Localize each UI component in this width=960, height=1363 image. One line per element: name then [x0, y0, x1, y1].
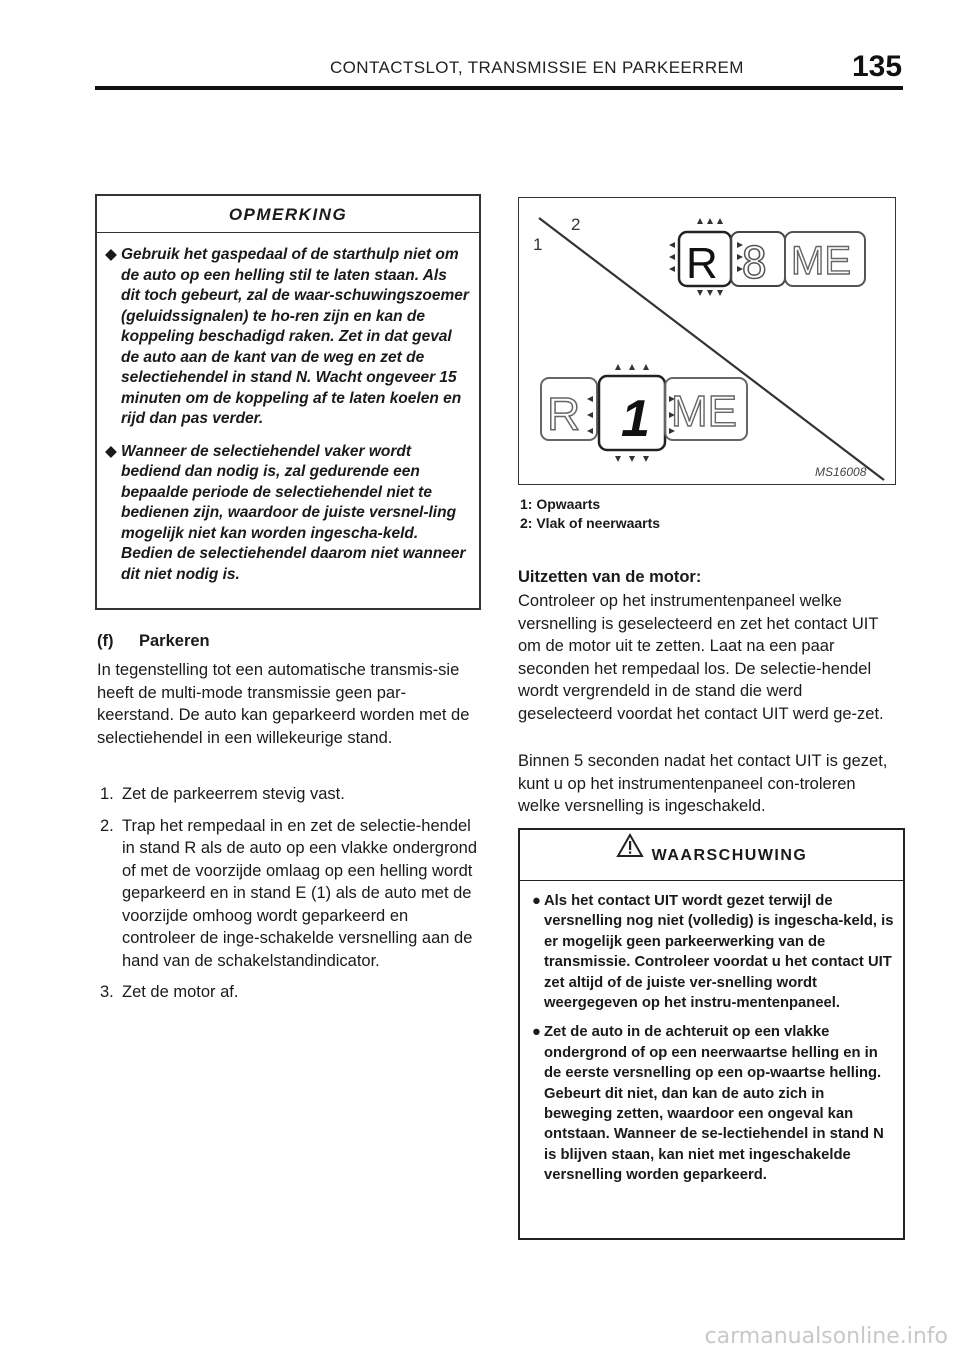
note-box: [95, 194, 481, 610]
step-number: 2.: [100, 816, 114, 835]
section-title: Parkeren: [139, 632, 210, 650]
subsection-heading: Uitzetten van de motor:: [518, 568, 702, 586]
legend-item: 2: Vlak of neerwaarts: [520, 515, 661, 531]
top-display-mode: ME: [791, 239, 851, 283]
legend-item: 1: Opwaarts: [520, 496, 601, 512]
watermark: carmanualsonline.info: [704, 1324, 948, 1349]
section-heading: [97, 632, 210, 651]
diamond-bullet-icon: ◆: [105, 246, 117, 263]
top-display: [669, 218, 865, 296]
list-item: [97, 815, 482, 973]
warning-item: [532, 1022, 895, 1185]
bottom-display: [541, 364, 747, 462]
page-number: 135: [852, 50, 903, 83]
step-text: Zet de parkeerrem stevig vast.: [122, 785, 345, 803]
figure-code: MS16008: [815, 465, 867, 479]
step-number: 1.: [100, 785, 114, 803]
warning-item: [532, 891, 895, 1013]
paragraph: Binnen 5 seconden nadat het contact UIT is gezet, kunt u op het instrumentenpaneel con-troleren welke versnelling is ingeschakeld.: [518, 752, 888, 815]
section-intro: In tegenstelling tot een automatische transmis-sie heeft de multi-mode transmissie geen par-keerstand. De auto kan geparkeerd worden met de selectiehendel in een willekeurige stand.: [97, 661, 470, 747]
bottom-display-digit: 1: [621, 390, 650, 448]
section-number: (f): [97, 632, 114, 650]
list-item: [97, 981, 482, 1004]
warning-item-text: Zet de auto in de achteruit op een vlakke ondergrond of op een neerwaartse helling en in de eerste versnelling op een op-waartse helling. Gebeurt dit niet, dan kan de auto zich in beweging zetten, waardoor een ongeval kan ontstaan. Wanneer de se-lectiehendel in stand N is blijven staan, kan niet met ingeschakelde versnelling worden geparkeerd.: [544, 1024, 884, 1184]
page-header-title: CONTACTSLOT, TRANSMISSIE EN PARKEERREM: [330, 58, 744, 77]
warning-item-text: Als het contact UIT wordt gezet terwijl de versnelling nog niet (volledig) is ingescha-keld, is er mogelijk geen parkeerwerking van de transmissie. Controleer voordat u het contact UIT zet altijd of de juiste ver-snelling wordt weergegeven op het instru-mentenpaneel.: [544, 893, 894, 1012]
note-item: [105, 442, 469, 586]
warning-title: WAARSCHUWING: [651, 847, 808, 864]
bullet-icon: ●: [532, 893, 541, 909]
warning-items: [520, 881, 903, 1186]
paragraph: Controleer op het instrumentenpaneel welke versnelling is geselecteerd en zet het contact UIT om de motor uit te zetten. Laat na een paar seconden het rempedaal los. De selectie-hendel wordt vergrendeld in de stand die werd geselecteerd voordat het contact UIT werd ge-zet.: [518, 592, 884, 723]
warning-header: [520, 830, 903, 881]
figure-label-1: 1: [533, 235, 543, 254]
bullet-icon: ●: [532, 1024, 541, 1041]
diamond-bullet-icon: ◆: [105, 442, 117, 460]
figure-label-2: 2: [571, 215, 581, 234]
steps-list: [97, 783, 482, 1013]
note-item: [105, 245, 469, 430]
top-display-gear: R: [686, 239, 718, 288]
note-item-text: Gebruik het gaspedaal of de starthulp niet om de auto op een helling stil te laten staan. Als dit toch gebeurt, zal de waar-schuwingszoemer (geluidssignalen) te ho-ren zijn en kan de koppeling beschadigd raken. Zet in dat geval de auto aan de kant van de weg en zet de selectiehendel in stand N. Wacht ongeveer 15 minuten om de koppeling af te laten koelen en rijd dan pas verder.: [121, 246, 469, 427]
list-item: [97, 783, 482, 806]
note-items: [97, 233, 479, 585]
step-text: Trap het rempedaal in en zet de selectie-hendel in stand R als de auto op een vlakke ondergrond of met de voorzijde omlaag op een helling wordt geparkeerd en in stand E (1) als de auto met de voorzijde omhoog wordt geparkeerd en controleer de inge-schakelde versnelling aan de hand van de schakelstandindicator.: [122, 816, 477, 970]
warning-triangle-icon: [616, 828, 644, 880]
figure-legend: [520, 495, 660, 533]
step-text: Zet de motor af.: [122, 983, 239, 1001]
step-number: 3.: [100, 983, 114, 1001]
gear-indicator-figure: [518, 197, 896, 485]
warning-box: [518, 828, 905, 1240]
bottom-display-gear: R: [547, 388, 581, 440]
header-divider: [95, 86, 903, 90]
gear-indicator-illustration: [519, 198, 896, 485]
bottom-display-mode: ME: [671, 387, 737, 436]
top-display-digit: 8: [741, 238, 768, 289]
note-item-text: Wanneer de selectiehendel vaker wordt bediend dan nodig is, zal gedurende een bepaalde periode de selectiehendel niet te bedienen zijn, waardoor de juiste versnel-ling mogelijk niet kan worden ingescha-keld. Bedien de selectiehendel daarom niet wanneer dit niet nodig is.: [121, 442, 466, 583]
note-title: OPMERKING: [97, 196, 479, 233]
